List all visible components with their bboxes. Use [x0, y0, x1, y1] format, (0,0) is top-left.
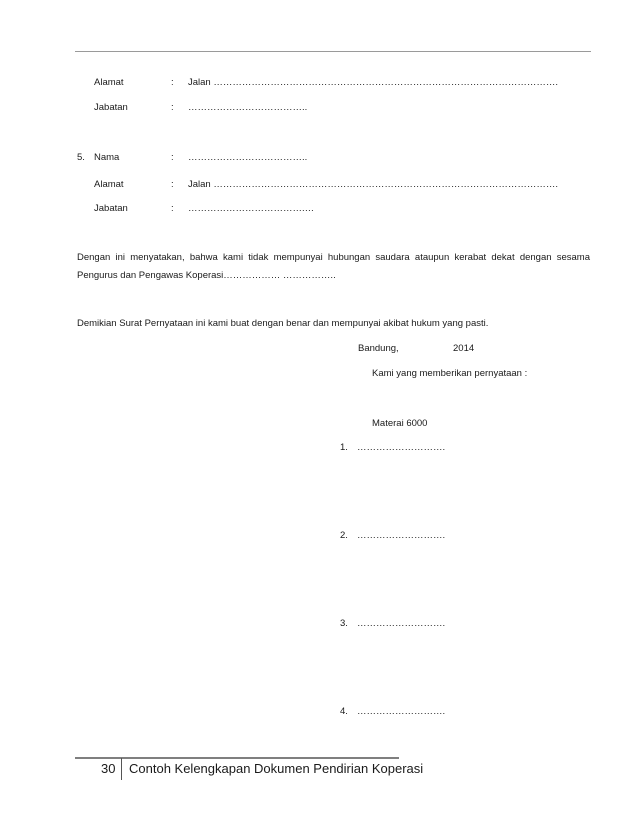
colon: : — [171, 152, 174, 163]
signer-line-3: ………………………. — [357, 618, 446, 629]
jabatan-label-4: Jabatan — [94, 102, 128, 113]
signer-intro: Kami yang memberikan pernyataan : — [372, 368, 528, 379]
signer-line-4: ………………………. — [357, 706, 446, 717]
signer-number-4: 4. — [340, 706, 348, 717]
colon: : — [171, 203, 174, 214]
statement-paragraph: Dengan ini menyatakan, bahwa kami tidak mempunyai hubungan saudara ataupun kerabat dekat dengan sesama Pengurus dan Pengawas Koperasi……………… …………….. — [77, 252, 590, 281]
page-number: 30 — [101, 761, 116, 776]
alamat-label-4: Alamat — [94, 77, 124, 88]
header-rule — [75, 51, 591, 52]
signer-number-1: 1. — [340, 442, 348, 453]
stamp-label: Materai 6000 — [372, 418, 428, 429]
alamat-value-5: Jalan ………………………………………………………………………………………………. — [188, 179, 558, 190]
colon: : — [171, 179, 174, 190]
entry-number-5: 5. — [77, 152, 85, 163]
footer-title: Contoh Kelengkapan Dokumen Pendirian Koperasi — [129, 761, 424, 776]
footer-separator — [121, 758, 122, 780]
signer-line-1: ………………………. — [357, 442, 446, 453]
jabatan-label-5: Jabatan — [94, 203, 128, 214]
alamat-label-5: Alamat — [94, 179, 124, 190]
colon: : — [171, 77, 174, 88]
signer-number-3: 3. — [340, 618, 348, 629]
signer-line-2: ………………………. — [357, 530, 446, 541]
jabatan-value-4: ……………………………….. — [188, 102, 308, 113]
nama-value-5: ……………………………….. — [188, 152, 308, 163]
alamat-value-4: Jalan ………………………………………………………………………………………………. — [188, 77, 558, 88]
jabatan-value-5: ……………………………….… — [188, 203, 315, 214]
colon: : — [171, 102, 174, 113]
footer-rule — [75, 757, 399, 759]
closing-paragraph: Demikian Surat Pernyataan ini kami buat dengan benar dan mempunyai akibat hukum yang pasti. — [77, 318, 489, 329]
city-label: Bandung, — [358, 343, 399, 354]
signer-number-2: 2. — [340, 530, 348, 541]
year-label: 2014 — [453, 343, 475, 354]
nama-label-5: Nama — [94, 152, 120, 163]
